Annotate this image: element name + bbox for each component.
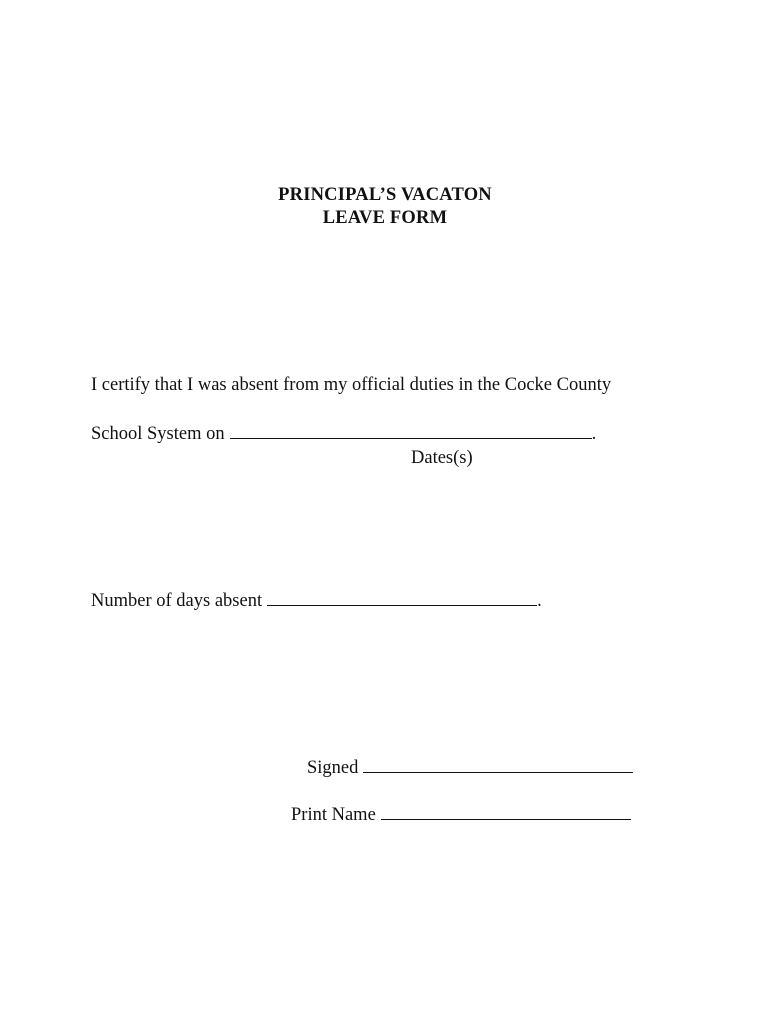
- print-name-field[interactable]: [381, 804, 631, 820]
- print-name-line: [291, 804, 631, 826]
- signed-line: [307, 757, 633, 779]
- print-name-label: Print Name: [291, 805, 376, 825]
- form-title-line2: LEAVE FORM: [322, 208, 448, 228]
- signature-field[interactable]: [363, 757, 633, 773]
- days-absent-field[interactable]: [267, 590, 537, 606]
- dates-caption: Dates(s): [411, 448, 473, 468]
- days-absent-line: [91, 590, 542, 612]
- certify-statement: I certify that I was absent from my official duties in the Cocke County: [91, 375, 612, 395]
- school-line-period: .: [591, 424, 597, 444]
- form-title-line1: PRINCIPAL’S VACATON: [278, 185, 492, 205]
- school-system-label: School System on: [91, 424, 225, 444]
- signed-label: Signed: [307, 758, 359, 778]
- dates-field[interactable]: [230, 423, 592, 439]
- days-line-period: .: [537, 591, 542, 611]
- days-absent-label: Number of days absent: [91, 591, 263, 611]
- school-system-line: [91, 423, 596, 445]
